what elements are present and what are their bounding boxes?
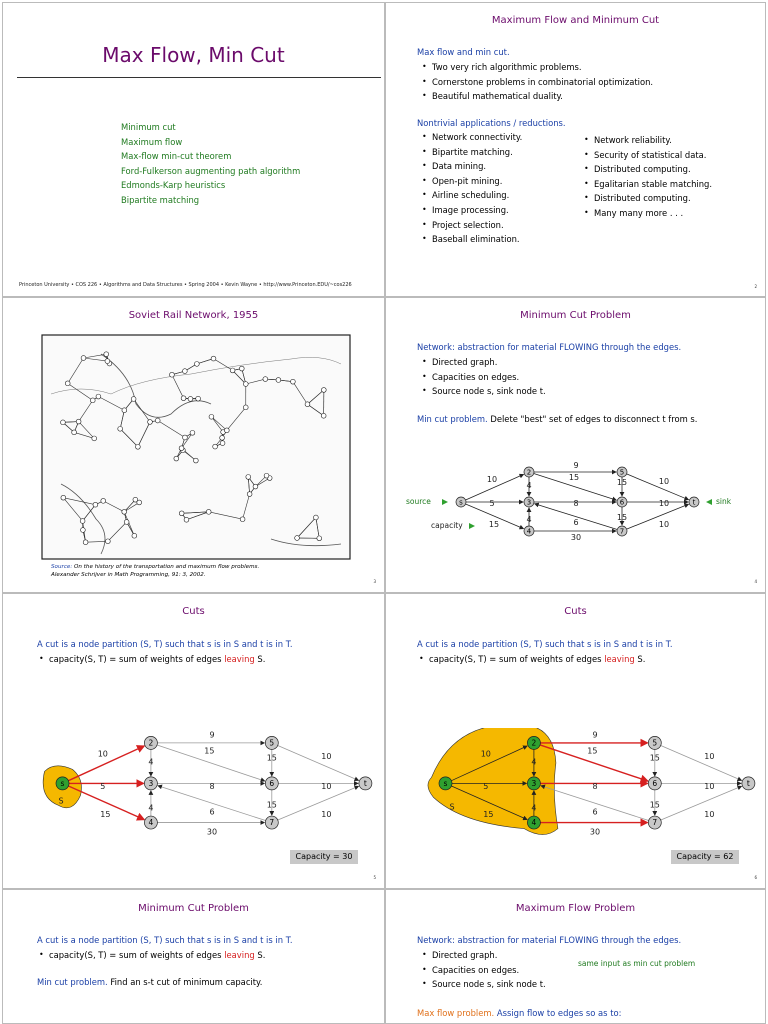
rail-node [76, 419, 81, 424]
rail-node [181, 396, 186, 401]
application-item: • Baseball elimination. [420, 232, 522, 247]
rail-node [276, 378, 281, 383]
rail-node [124, 520, 129, 525]
edge-capacity-label: 15 [587, 746, 598, 756]
capacity-tag: capacity [431, 521, 463, 530]
title-rule [17, 77, 381, 78]
capacity-box: Capacity = 62 [671, 850, 739, 864]
edge-capacity-label: 9 [573, 461, 579, 470]
network-label: Network: [417, 935, 455, 945]
topic-item: Minimum cut [121, 122, 176, 132]
page-number: 5 [373, 875, 376, 880]
bullet-item: • Directed graph. [420, 355, 546, 370]
rail-node [263, 377, 268, 382]
rail-node [211, 356, 216, 361]
rail-node [295, 536, 300, 541]
rail-node [246, 475, 251, 480]
edge-capacity-label: 10 [480, 749, 491, 759]
rail-node [122, 408, 127, 413]
bullet-list [417, 652, 645, 667]
bullet-item: • Capacities on edges. [420, 370, 546, 385]
rail-node [148, 420, 153, 425]
bullet-list [37, 948, 265, 963]
application-item: • Distributed computing. [582, 191, 712, 206]
edge-capacity-label: 15 [488, 520, 500, 529]
rail-node [264, 473, 269, 478]
rail-node [174, 456, 179, 461]
rail-node [80, 519, 85, 524]
application-item: • Airline scheduling. [420, 188, 522, 203]
edge-capacity-label: 15 [266, 753, 277, 763]
edge-capacity-label: 15 [100, 810, 111, 820]
rail-node [135, 444, 140, 449]
rail-node [101, 498, 106, 503]
edge-capacity-label: 8 [573, 499, 579, 508]
rail-node [220, 441, 225, 446]
application-item: • Image processing. [420, 203, 522, 218]
application-item: • Distributed computing. [582, 162, 712, 177]
source-author: Alexander Schrijver in Math Programming, 91: 3, 2002. [51, 571, 206, 578]
section-heading: Max flow and min cut. [417, 47, 510, 57]
rail-node [83, 540, 88, 545]
soviet-rail-map [41, 334, 351, 562]
slide-title: Max Flow, Min Cut [102, 43, 285, 67]
network-text: abstraction for material FLOWING through the edges. [457, 935, 682, 945]
node-label: s [60, 779, 65, 788]
rail-node [184, 517, 189, 522]
graph-edge [661, 745, 742, 780]
node-label: 7 [269, 818, 275, 828]
rail-node [155, 418, 160, 423]
rail-node [133, 497, 138, 502]
cut-graph [386, 728, 766, 888]
capacity-box: Capacity = 30 [290, 850, 358, 864]
rail-node [104, 352, 109, 357]
topic-item: Bipartite matching [121, 194, 200, 205]
graph-edge [278, 745, 359, 780]
rail-node [321, 388, 326, 393]
edge-capacity-label: 10 [658, 499, 670, 508]
network-label: Network: [417, 342, 455, 352]
rail-node [213, 444, 218, 449]
slide-6 [385, 593, 766, 889]
edge-capacity-label: 10 [704, 781, 715, 791]
slide-title: Soviet Rail Network, 1955 [128, 310, 259, 321]
edge-capacity-label: 4 [148, 803, 154, 813]
rail-node [96, 394, 101, 399]
node-label: 6 [269, 779, 275, 788]
topic-item: Max-flow min-cut theorem [121, 151, 232, 161]
slide-title: Cuts [564, 606, 587, 617]
edge-capacity-label: 15 [568, 473, 580, 482]
rail-node [183, 435, 188, 440]
rail-node [118, 426, 123, 431]
rail-node [290, 379, 295, 384]
rail-node [132, 533, 137, 538]
node-label: s [459, 498, 463, 507]
rail-node [313, 515, 318, 520]
applications-right [582, 133, 712, 221]
edge-capacity-label: 15 [266, 800, 277, 810]
edge-capacity-label: 6 [209, 807, 215, 817]
edge-capacity-label: 30 [206, 827, 218, 837]
page-number: 3 [373, 579, 376, 584]
capacity-definition: • capacity(S, T) = sum of weights of edges leaving S. [417, 652, 645, 667]
map-caption [51, 564, 259, 579]
edge-capacity-label: 4 [526, 515, 532, 524]
rail-node [243, 382, 248, 387]
mincut-text: Find an s-t cut of minimum capacity. [110, 977, 263, 987]
mincut-label: Min cut problem. [417, 414, 488, 424]
bullet-item: • Beautiful mathematical duality. [420, 89, 653, 104]
source-arrow-icon [442, 499, 448, 505]
rail-node [317, 536, 322, 541]
bullet-item: • Two very rich algorithmic problems. [420, 60, 653, 75]
rail-node [61, 420, 66, 425]
section-heading: Nontrivial applications / reductions. [417, 118, 566, 128]
edge-capacity-label: 4 [531, 757, 537, 767]
node-label: s [443, 779, 448, 788]
capacity-arrow-icon [469, 523, 475, 529]
rail-node [179, 511, 184, 516]
slide-4 [385, 297, 766, 593]
rail-node [240, 517, 245, 522]
bullet-list [420, 948, 546, 992]
maxflow-definition [417, 1006, 621, 1021]
edge-capacity-label: 10 [704, 752, 715, 762]
application-item: • Egalitarian stable matching. [582, 177, 712, 192]
cut-graph [3, 728, 383, 888]
edge-capacity-label: 10 [704, 810, 715, 820]
rail-node [247, 492, 252, 497]
mincut-text: Delete "best" set of edges to disconnect t from s. [490, 414, 698, 424]
page-number: 2 [754, 284, 757, 289]
rail-node [220, 435, 225, 440]
application-item: • Network connectivity. [420, 130, 522, 145]
network-definition [417, 933, 681, 948]
edge-capacity-label: 4 [526, 481, 532, 490]
network-definition [417, 340, 681, 355]
rail-node [188, 396, 193, 401]
rail-node [90, 398, 95, 403]
rail-node [193, 458, 198, 463]
application-item: • Data mining. [420, 159, 522, 174]
rail-node [105, 539, 110, 544]
slide-title: Cuts [182, 606, 205, 617]
bullet-item: • Source node s, sink node t. [420, 384, 546, 399]
cut-definition: A cut is a node partition (S, T) such that s is in S and t is in T. [417, 639, 673, 649]
edge-capacity-label: 15 [616, 478, 628, 487]
edge-capacity-label: 5 [100, 781, 106, 791]
network-text: abstraction for material FLOWING through the edges. [457, 342, 682, 352]
topic-item: Edmonds-Karp heuristics [121, 180, 226, 190]
application-item: • Many many more . . . [582, 206, 712, 221]
rail-node [81, 356, 86, 361]
cut-definition: A cut is a node partition (S, T) such that s is in S and t is in T. [37, 639, 293, 649]
edge-capacity-label: 30 [589, 827, 601, 837]
graph-edge [627, 504, 689, 529]
edge-capacity-label: 30 [570, 533, 582, 542]
slide-2 [385, 2, 766, 297]
node-label: 4 [531, 818, 537, 828]
capacity-definition: • capacity(S, T) = sum of weights of edges leaving S. [37, 652, 265, 667]
node-label: 6 [619, 498, 625, 507]
slide-title: Maximum Flow and Minimum Cut [491, 15, 660, 26]
bullet-item: • Capacities on edges. [420, 963, 546, 978]
same-input-note: same input as min cut problem [578, 959, 696, 968]
maxflow-text: Assign flow to edges so as to: [496, 1008, 622, 1018]
edge-capacity-label: 15 [649, 800, 660, 810]
rail-node [72, 430, 77, 435]
edge-capacity-label: 10 [486, 475, 498, 484]
node-label: 2 [531, 738, 537, 748]
edge-capacity-label: 15 [204, 746, 215, 756]
edge-capacity-label: 8 [209, 781, 215, 791]
node-label: 3 [531, 779, 537, 788]
edge-capacity-label: 10 [321, 781, 332, 791]
node-label: 5 [652, 738, 658, 748]
node-label: t [746, 779, 750, 788]
rail-node [190, 430, 195, 435]
edge-capacity-label: 10 [321, 752, 332, 762]
bullet-list [37, 652, 265, 667]
rail-node [253, 484, 258, 489]
application-item: • Security of statistical data. [582, 148, 712, 163]
rail-node [92, 436, 97, 441]
edge-capacity-label: 6 [592, 807, 598, 817]
slide-1 [2, 2, 385, 297]
edge-capacity-label: 10 [658, 520, 670, 529]
flow-network-graph [386, 458, 766, 588]
sink-arrow-icon [706, 499, 712, 505]
topic-item: Maximum flow [121, 136, 183, 147]
edge-capacity-label: 10 [658, 477, 670, 486]
bullet-item: • Directed graph. [420, 948, 546, 963]
application-item: • Network reliability. [582, 133, 712, 148]
application-item: • Project selection. [420, 218, 522, 233]
slide-title: Minimum Cut Problem [138, 903, 249, 914]
maxflow-label: Max flow problem. [417, 1008, 495, 1018]
node-label: 4 [148, 818, 154, 828]
edge-capacity-label: 8 [592, 781, 598, 791]
graph-edge [661, 786, 742, 820]
edge-capacity-label: 5 [483, 781, 489, 791]
edge-capacity-label: 15 [616, 513, 628, 522]
rail-node [209, 414, 214, 419]
slide-8 [385, 889, 766, 1024]
cut-definition: A cut is a node partition (S, T) such that s is in S and t is in T. [37, 935, 293, 945]
node-label: t [363, 779, 367, 788]
applications-left [420, 130, 522, 247]
node-label: t [692, 498, 696, 507]
rail-node [321, 413, 326, 418]
node-label: 2 [526, 468, 532, 477]
set-label: S [58, 796, 64, 806]
edge-capacity-label: 9 [592, 730, 598, 740]
mincut-definition [417, 412, 697, 427]
edge-capacity-label: 15 [649, 753, 660, 763]
rail-node [61, 495, 66, 500]
slide-7 [2, 889, 385, 1024]
edge-capacity-label: 6 [573, 518, 579, 527]
edge-capacity-label: 9 [209, 730, 215, 740]
source-text: On the history of the transportation and maximum flow problems. [74, 564, 260, 570]
rail-node [206, 509, 211, 514]
footer-text: Princeton University • COS 226 • Algorithms and Data Structures • Spring 2004 • Kevin Wayne • http://www.Princeton.EDU/~cos226 [19, 282, 352, 288]
rail-node [81, 528, 86, 533]
node-label: 4 [526, 527, 532, 536]
graph-edge [627, 474, 689, 500]
rail-node [305, 402, 310, 407]
edge-capacity-label: 15 [483, 810, 494, 820]
rail-node [230, 368, 235, 373]
application-item: • Open-pit mining. [420, 174, 522, 189]
node-label: 7 [619, 527, 625, 536]
node-label: 3 [526, 498, 532, 507]
slide-3 [2, 297, 385, 593]
rail-node [131, 397, 136, 402]
rail-node [194, 361, 199, 366]
bullet-list [420, 60, 653, 104]
source-label: Source: [51, 564, 73, 570]
node-label: 5 [619, 468, 625, 477]
edge-capacity-label: 5 [489, 499, 495, 508]
application-item: • Bipartite matching. [420, 145, 522, 160]
bullet-item: • Cornerstone problems in combinatorial optimization. [420, 75, 653, 90]
mincut-label: Min cut problem. [37, 977, 108, 987]
mincut-definition [37, 975, 262, 990]
capacity-definition: • capacity(S, T) = sum of weights of edges leaving S. [37, 948, 265, 963]
node-label: 6 [652, 779, 658, 788]
rail-node [65, 381, 70, 386]
node-label: 5 [269, 738, 275, 748]
rail-node [243, 405, 248, 410]
rail-node [182, 369, 187, 374]
edge-capacity-label: 10 [321, 810, 332, 820]
bullet-item: • Source node s, sink node t. [420, 977, 546, 992]
slide-5 [2, 593, 385, 889]
topic-item: Ford-Fulkerson augmenting path algorithm [121, 165, 301, 176]
page-number: 6 [754, 875, 757, 880]
rail-node [239, 366, 244, 371]
rail-node [93, 502, 98, 507]
graph-edge [278, 786, 359, 820]
rail-node [122, 509, 127, 514]
slide-title: Maximum Flow Problem [515, 903, 636, 914]
bullet-list [420, 355, 546, 399]
edge-capacity-label: 10 [97, 749, 108, 759]
edge-capacity-label: 4 [148, 757, 154, 767]
node-label: 2 [148, 738, 154, 748]
node-label: 3 [148, 779, 154, 788]
node-label: 7 [652, 818, 658, 828]
rail-node [196, 396, 201, 401]
set-label: S [449, 802, 455, 812]
rail-node [105, 359, 110, 364]
rail-node [179, 446, 184, 451]
rail-node [224, 428, 229, 433]
slide-title: Minimum Cut Problem [520, 310, 631, 321]
sink-tag: sink [716, 497, 732, 506]
rail-node [170, 372, 175, 377]
topic-list [121, 120, 300, 207]
edge-capacity-label: 4 [531, 803, 537, 813]
source-tag: source [406, 497, 431, 506]
page-number: 4 [754, 579, 757, 584]
